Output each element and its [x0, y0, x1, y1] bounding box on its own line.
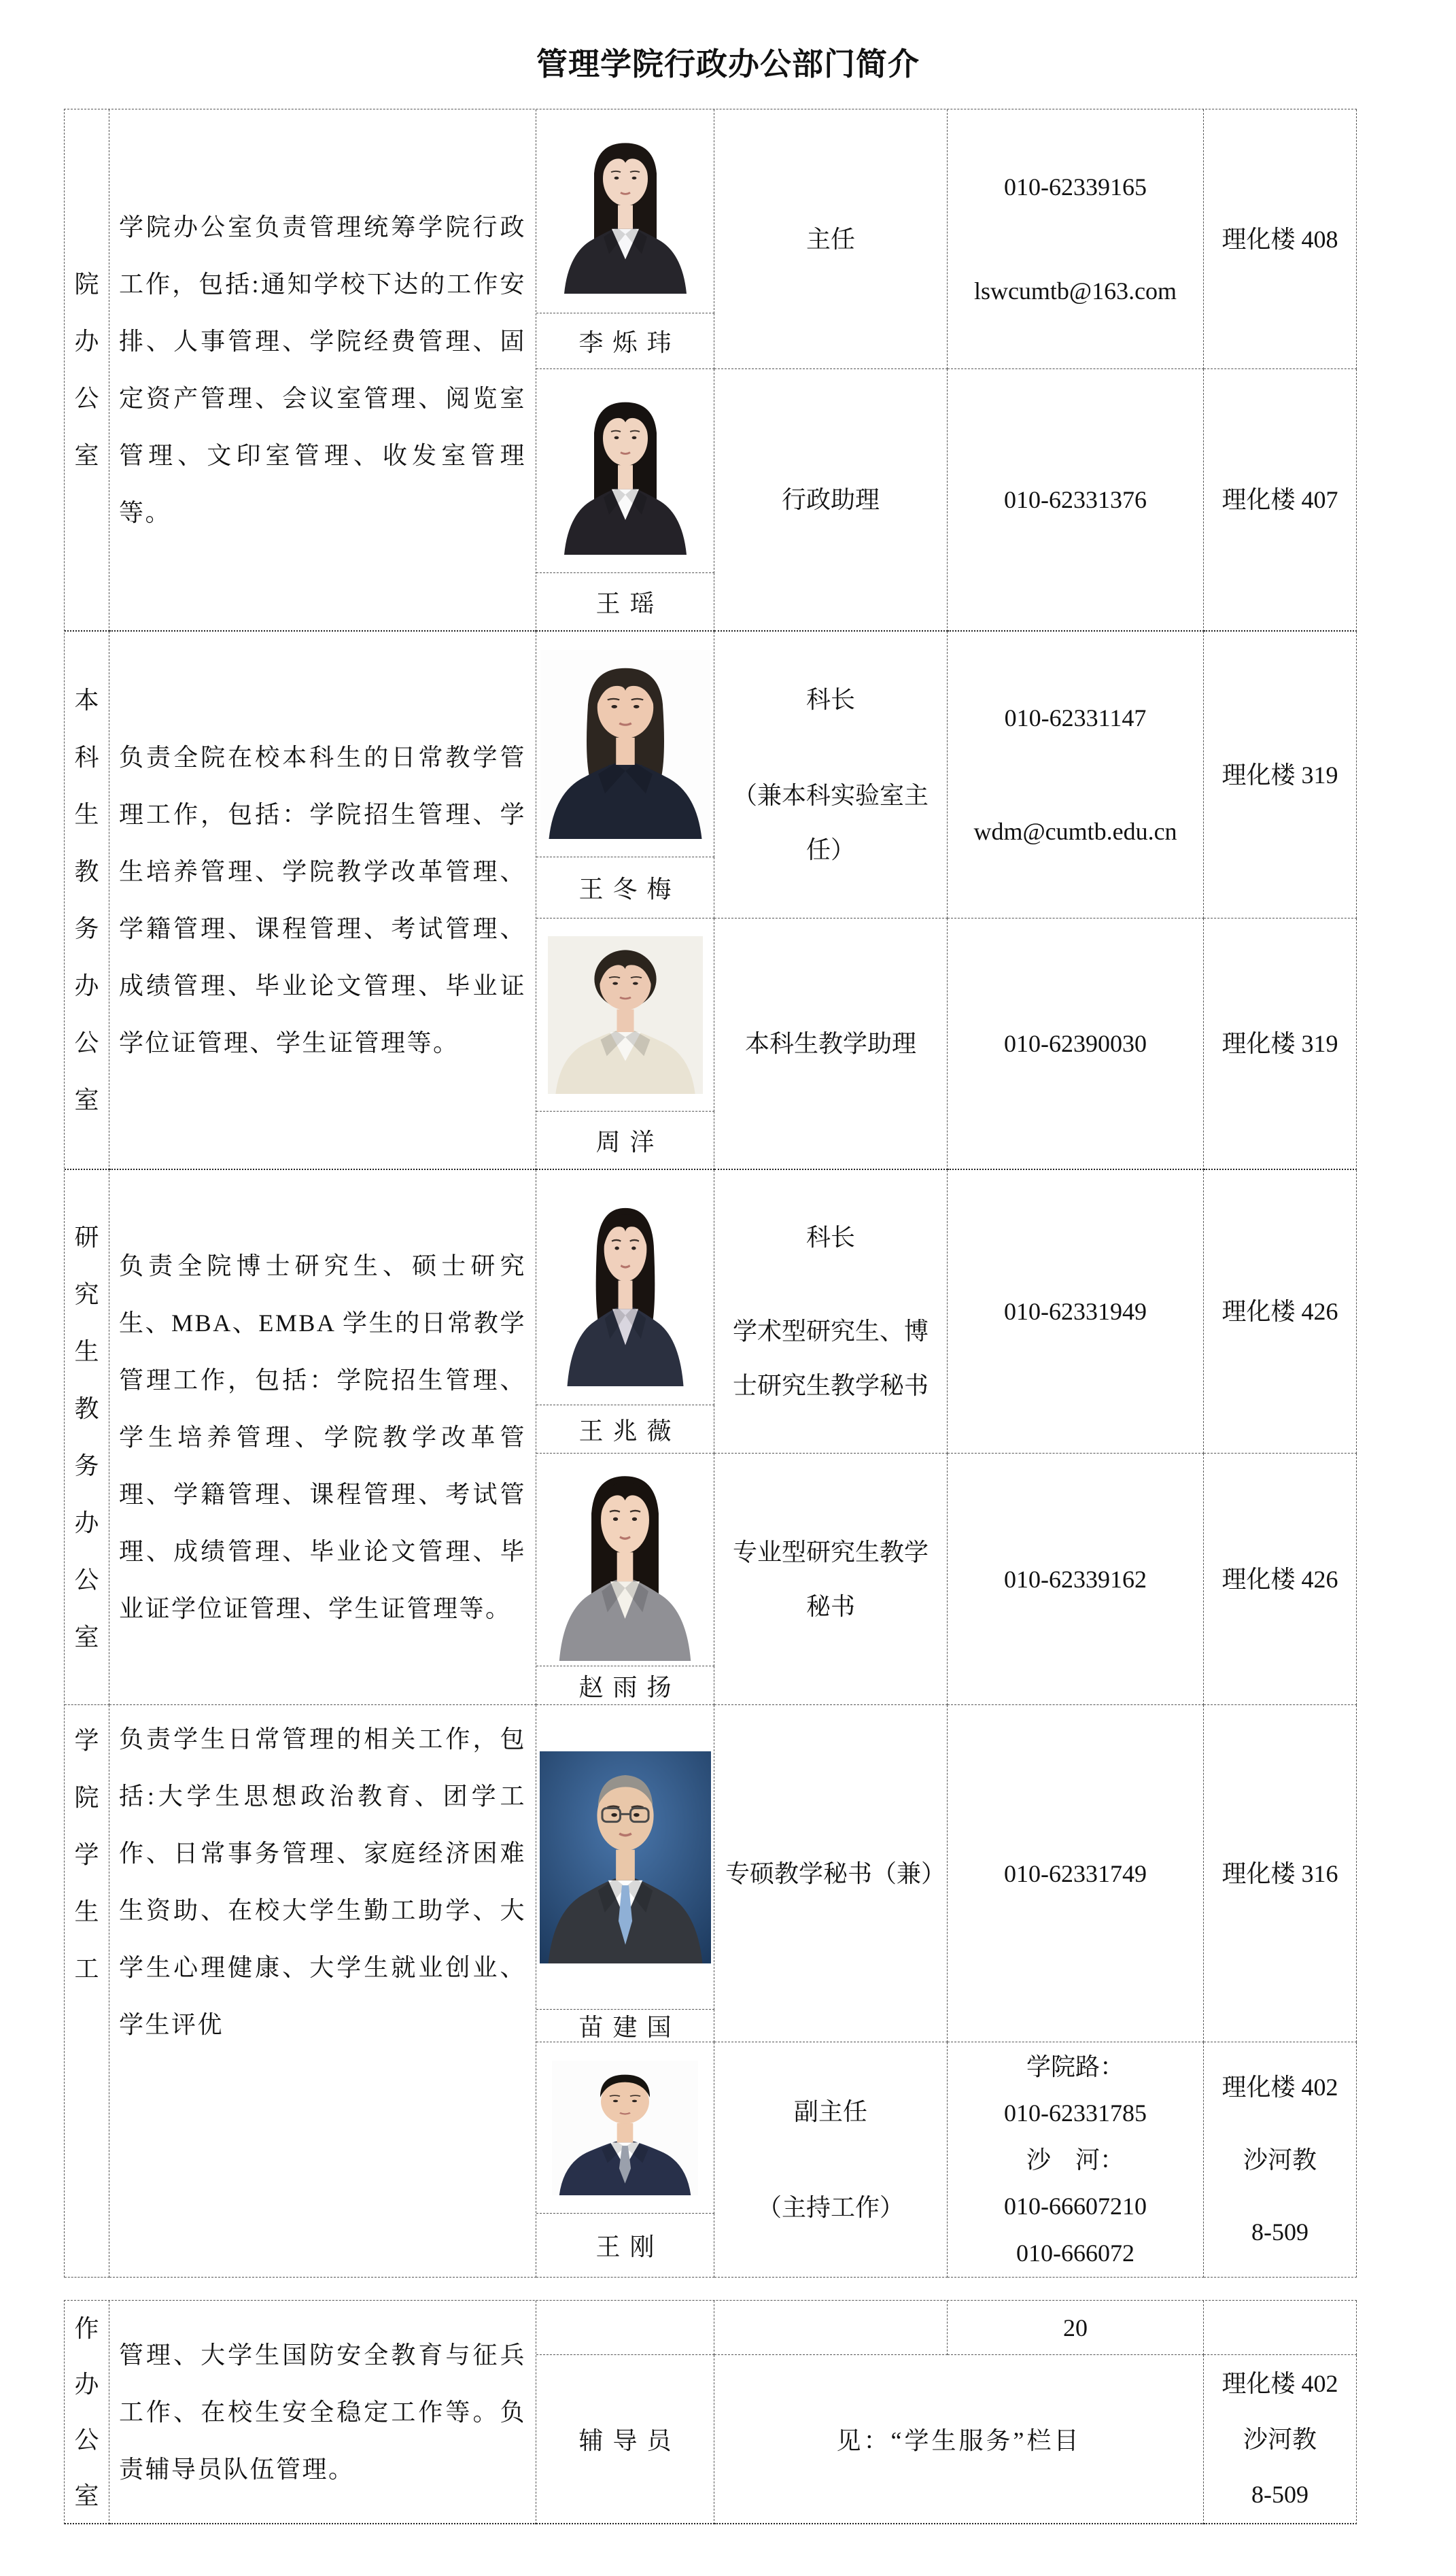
position-line: （主持工作）	[757, 2194, 904, 2222]
person-location	[1204, 632, 1357, 918]
empty-cell	[1204, 2301, 1357, 2355]
person-contact	[948, 1454, 1204, 1705]
location-line: 沙河教	[1243, 2425, 1317, 2453]
person-position	[714, 2042, 948, 2278]
person-location	[1204, 2355, 1357, 2524]
position-line: 专业型研究生教学秘书	[732, 1538, 929, 1620]
department-table-page2	[64, 2300, 1357, 2524]
office-label-char: 室	[74, 442, 99, 469]
office-label	[65, 1170, 109, 1705]
location-line: 理化楼 316	[1221, 1859, 1338, 1887]
office-label-char: 公	[74, 385, 99, 412]
portrait-photo	[536, 1170, 714, 1405]
empty-cell	[714, 2301, 948, 2355]
position-line: 主任	[805, 225, 855, 253]
person-name: 王刚	[536, 2214, 714, 2278]
location-line: 理化楼 402	[1221, 2369, 1338, 2397]
office-label-char: 学	[74, 1841, 99, 1868]
person-name: 赵雨扬	[536, 1666, 714, 1705]
contact-line: 010-666072	[1016, 2239, 1134, 2267]
person-name: 周洋	[536, 1112, 714, 1170]
office-label-char: 务	[74, 1452, 99, 1479]
office-label	[65, 109, 109, 632]
person-name: 王冬梅	[536, 857, 714, 918]
office-label-char: 工	[74, 1955, 99, 1982]
office-label-char: 办	[74, 2370, 99, 2398]
office-label-char: 公	[74, 1029, 99, 1057]
office-description-text: 负责学生日常管理的相关工作，包括:大学生思想政治教育、团学工作、日常事务管理、家庭经济困难生资助、在校大学生勤工助学、大学生心理健康、大学生就业创业、学生评优	[119, 1725, 526, 2038]
office-label-char: 院	[74, 1784, 99, 1811]
person-contact	[948, 109, 1204, 369]
portrait-photo	[536, 918, 714, 1112]
position-line: 科长	[805, 1223, 855, 1251]
contact-line: 沙 河：	[1026, 2146, 1124, 2174]
person-position	[714, 369, 948, 632]
portrait-photo	[536, 369, 714, 573]
contact-line: 010-62339162	[1004, 1565, 1147, 1593]
position-line: 本科生教学助理	[744, 1030, 916, 1057]
person-position	[714, 1454, 948, 1705]
contact-line: 010-62331749	[1004, 1859, 1147, 1887]
office-description	[109, 109, 536, 632]
person-location	[1204, 1170, 1357, 1454]
office-label-char: 生	[74, 1898, 99, 1925]
person-position	[714, 632, 948, 918]
office-label-char: 究	[74, 1281, 99, 1308]
office-label-char: 务	[74, 915, 99, 942]
office-label-char: 生	[74, 1338, 99, 1365]
person-location	[1204, 1454, 1357, 1705]
person-position	[714, 1170, 948, 1454]
position-line: 副主任	[793, 2097, 867, 2125]
office-label-char: 本	[74, 687, 99, 714]
office-label-char: 科	[74, 744, 99, 771]
person-location	[1204, 1705, 1357, 2042]
contact-line: 010-62331785	[1004, 2099, 1147, 2127]
location-line: 理化楼 426	[1221, 1298, 1338, 1325]
office-description-text: 管理、大学生国防安全教育与征兵工作、在校生安全稳定工作等。负责辅导员队伍管理。	[119, 2341, 526, 2483]
position-line: （兼本科实验室主任）	[732, 781, 929, 863]
portrait-photo	[536, 1705, 714, 2010]
person-contact	[948, 918, 1204, 1170]
person-name: 苗建国	[536, 2010, 714, 2042]
portrait-photo	[536, 2042, 714, 2214]
person-contact	[948, 1170, 1204, 1454]
contact-line: 010-62390030	[1004, 1030, 1147, 1057]
person-location	[1204, 2042, 1357, 2278]
office-label-char: 办	[74, 972, 99, 999]
department-table-page1	[64, 109, 1357, 2278]
office-description	[109, 632, 536, 1170]
location-line: 理化楼 402	[1221, 2074, 1338, 2101]
page-title: 管理学院行政办公部门简介	[536, 47, 920, 82]
office-label-char: 教	[74, 1395, 99, 1422]
office-description	[109, 2301, 536, 2524]
office-label-char: 室	[74, 1086, 99, 1114]
person-location	[1204, 918, 1357, 1170]
person-position	[714, 918, 948, 1170]
location-line: 理化楼 408	[1221, 225, 1338, 253]
counselor-title: 辅导员	[536, 2355, 714, 2524]
person-location	[1204, 369, 1357, 632]
office-label	[65, 632, 109, 1170]
person-position	[714, 1705, 948, 2042]
position-line: 科长	[805, 686, 855, 714]
location-line: 理化楼 319	[1221, 761, 1338, 789]
location-line: 理化楼 426	[1221, 1565, 1338, 1593]
position-line: 学术型研究生、博士研究生教学秘书	[732, 1318, 929, 1400]
position-line: 专硕教学秘书（兼）	[725, 1859, 946, 1887]
office-label-char: 室	[74, 1624, 99, 1651]
person-contact	[948, 369, 1204, 632]
person-contact	[948, 632, 1204, 918]
office-label-char: 作	[74, 2314, 99, 2342]
person-name: 王瑶	[536, 573, 714, 632]
contact-line: 010-62331376	[1004, 486, 1147, 513]
phone-continuation-cell	[948, 2301, 1204, 2355]
portrait-photo	[536, 632, 714, 857]
location-line: 8-509	[1251, 2218, 1308, 2246]
office-label-char: 公	[74, 2426, 99, 2454]
office-label-char: 办	[74, 328, 99, 355]
person-position	[714, 109, 948, 369]
office-description-text: 负责全院博士研究生、硕士研究生、MBA、EMBA 学生的日常教学管理工作，包括：学院招生管理、学生培养管理、学院教学改革管理、学籍管理、课程管理、考试管理、成绩管理、毕业论文管理、毕业证学位证管理、学生证管理等。	[119, 1252, 526, 1622]
phone-continuation: 20	[1063, 2314, 1088, 2341]
office-label-char: 室	[74, 2481, 99, 2509]
office-label-char: 院	[74, 271, 99, 298]
office-label-char: 公	[74, 1566, 99, 1594]
office-description-text: 学院办公室负责管理统筹学院行政工作，包括:通知学校下达的工作安排、人事管理、学院经费管理、固定资产管理、会议室管理、阅览室管理、文印室管理、收发室管理等。	[119, 213, 526, 526]
office-label-char: 生	[74, 801, 99, 828]
person-contact	[948, 1705, 1204, 2042]
person-name: 李烁玮	[536, 313, 714, 369]
office-label	[65, 2301, 109, 2524]
office-label-char: 学	[74, 1727, 99, 1754]
location-line: 沙河教	[1243, 2146, 1317, 2174]
portrait-photo	[536, 109, 714, 313]
contact-line: wdm@cumtb.edu.cn	[973, 818, 1177, 845]
office-label-char: 办	[74, 1509, 99, 1536]
empty-cell	[536, 2301, 714, 2355]
contact-line: 010-62331949	[1004, 1298, 1147, 1325]
location-line: 理化楼 319	[1221, 1030, 1338, 1057]
office-description	[109, 1705, 536, 2278]
contact-line: 010-62331147	[1004, 704, 1147, 732]
position-line: 行政助理	[781, 486, 880, 513]
person-name: 王兆薇	[536, 1405, 714, 1454]
office-label-char: 研	[74, 1224, 99, 1251]
contact-line: 学院路：	[1026, 2053, 1124, 2080]
location-line: 8-509	[1251, 2481, 1308, 2509]
portrait-photo	[536, 1454, 714, 1666]
office-label-char: 教	[74, 858, 99, 885]
counselor-note: 见：“学生服务”栏目	[714, 2355, 1204, 2524]
contact-line: 010-62339165	[1004, 173, 1147, 201]
contact-line: 010-66607210	[1004, 2193, 1147, 2220]
office-label	[65, 1705, 109, 2278]
location-line: 理化楼 407	[1221, 486, 1338, 513]
office-description	[109, 1170, 536, 1705]
person-contact	[948, 2042, 1204, 2278]
contact-line: lswcumtb@163.com	[973, 277, 1177, 305]
office-description-text: 负责全院在校本科生的日常教学管理工作，包括：学院招生管理、学生培养管理、学院教学改革管理、学籍管理、课程管理、考试管理、成绩管理、毕业论文管理、毕业证学位证管理、学生证管理等。	[119, 744, 526, 1057]
person-location	[1204, 109, 1357, 369]
